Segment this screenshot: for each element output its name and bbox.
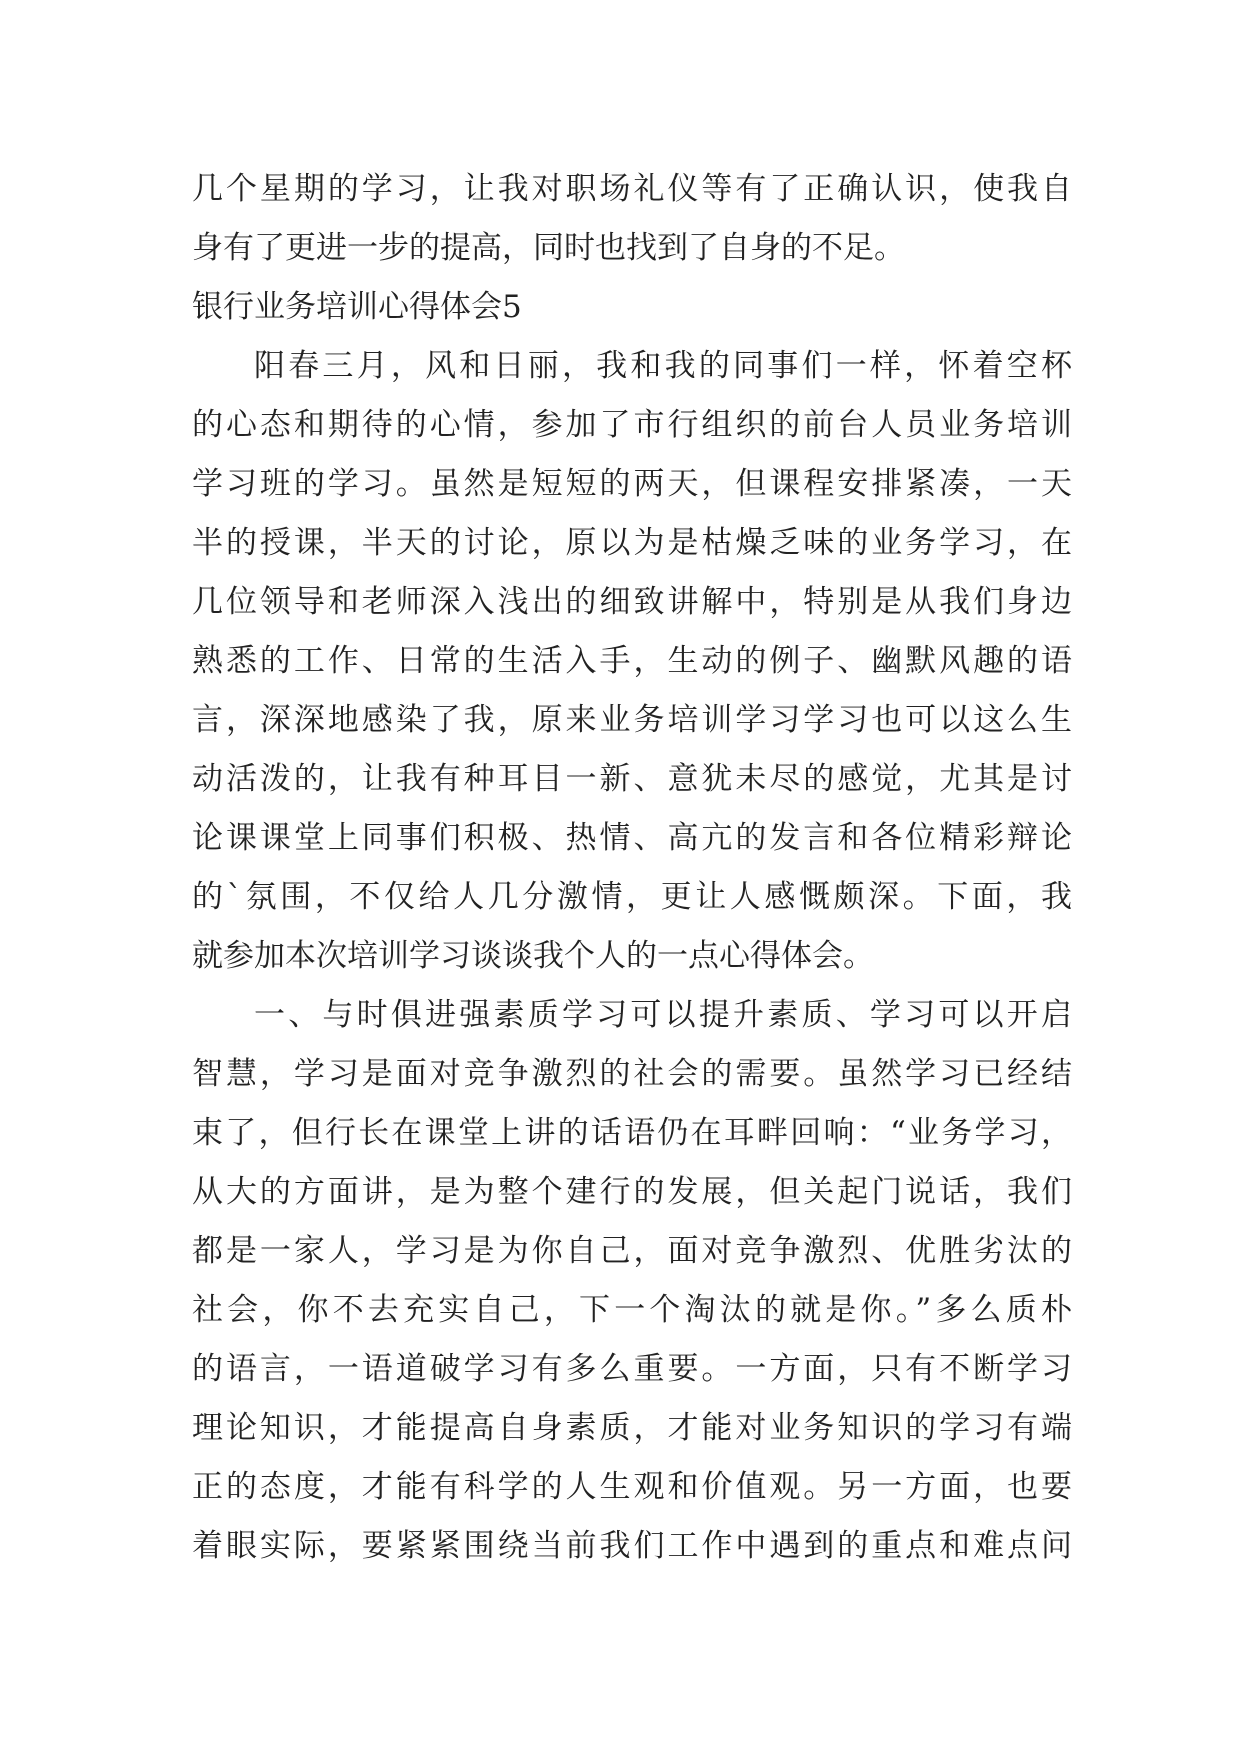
text-line: 理论知识，才能提高自身素质，才能对业务知识的学习有端 [192, 1410, 1072, 1446]
text-line: 的语言，一语道破学习有多么重要。一方面，只有不断学习 [192, 1351, 1072, 1387]
text-line: 就参加本次培训学习谈谈我个人的一点心得体会。 [192, 938, 874, 974]
text-line: 从大的方面讲，是为整个建行的发展，但关起门说话，我们 [192, 1174, 1072, 1210]
text-line: 几个星期的学习，让我对职场礼仪等有了正确认识，使我自 [192, 171, 1072, 207]
text-line: 言，深深地感染了我，原来业务培训学习学习也可以这么生 [192, 702, 1072, 738]
text-line: 社会，你不去充实自己，下一个淘汰的就是你。”多么质朴 [192, 1292, 1072, 1328]
paragraph-keep-pace [192, 986, 1072, 1576]
text-line: 的`氛围，不仅给人几分激情，更让人感慨颇深。下面，我 [192, 879, 1072, 915]
text-line: 几位领导和老师深入浅出的细致讲解中，特别是从我们身边 [192, 584, 1072, 620]
text-line: 都是一家人，学习是为你自己，面对竞争激烈、优胜劣汰的 [192, 1233, 1072, 1269]
document-body [192, 160, 1072, 1576]
text-line: 一、与时俱进强素质学习可以提升素质、学习可以开启 [254, 997, 1072, 1033]
section-heading: 银行业务培训心得体会5 [192, 289, 522, 325]
text-line: 学习班的学习。虽然是短短的两天，但课程安排紧凑，一天 [192, 466, 1072, 502]
text-line: 熟悉的工作、日常的生活入手，生动的例子、幽默风趣的语 [192, 643, 1072, 679]
text-line: 半的授课，半天的讨论，原以为是枯燥乏味的业务学习，在 [192, 525, 1072, 561]
text-line: 论课课堂上同事们积极、热情、高亢的发言和各位精彩辩论 [192, 820, 1072, 856]
text-line: 的心态和期待的心情，参加了市行组织的前台人员业务培训 [192, 407, 1072, 443]
text-line: 着眼实际，要紧紧围绕当前我们工作中遇到的重点和难点问 [192, 1528, 1072, 1564]
text-line: 正的态度，才能有科学的人生观和价值观。另一方面，也要 [192, 1469, 1072, 1505]
text-line: 束了，但行长在课堂上讲的话语仍在耳畔回响：“业务学习， [192, 1115, 1072, 1151]
paragraph-spring-training [192, 337, 1072, 986]
text-line: 身有了更进一步的提高，同时也找到了自身的不足。 [192, 230, 905, 266]
text-line: 动活泼的，让我有种耳目一新、意犹未尽的感觉，尤其是讨 [192, 761, 1072, 797]
text-line: 阳春三月，风和日丽，我和我的同事们一样，怀着空杯 [254, 348, 1072, 384]
text-line: 智慧，学习是面对竞争激烈的社会的需要。虽然学习已经结 [192, 1056, 1072, 1092]
previous-paragraph [192, 160, 1072, 278]
